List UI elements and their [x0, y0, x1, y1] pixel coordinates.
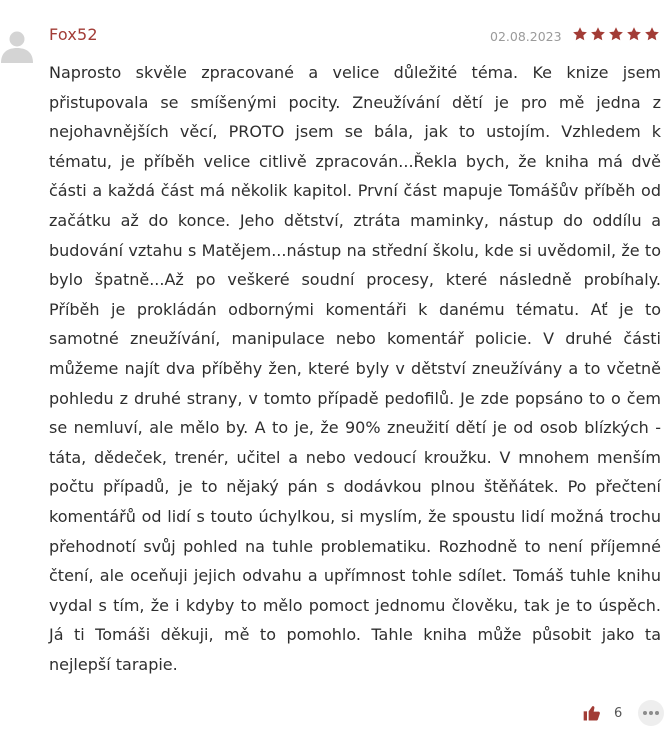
rating-stars	[572, 26, 660, 44]
star-icon	[572, 26, 588, 42]
avatar-icon[interactable]	[0, 28, 36, 64]
ellipsis-dot	[643, 711, 647, 715]
ellipsis-dot	[649, 711, 653, 715]
review-username[interactable]: Fox52	[49, 25, 98, 44]
like-button[interactable]	[578, 700, 606, 726]
like-count: 6	[614, 705, 623, 721]
more-options-button[interactable]	[638, 700, 664, 726]
ellipsis-dot	[655, 711, 659, 715]
review-actions	[578, 700, 664, 726]
star-icon	[608, 26, 624, 42]
star-icon	[626, 26, 642, 42]
review-date: 02.08.2023	[490, 29, 562, 44]
review-text: Naprosto skvěle zpracované a velice důležité téma. Ke knize jsem přistupovala se smíšenými pocity. Zneužívání dětí je pro mě jedna z nejohavnějších věcí, PROTO jsem se bála, jak to ustojím. Vzhledem k tématu, je příběh velice citlivě zpracován...Řekla bych, že kniha má dvě části a každá část má několik kapitol. První část mapuje Tomášův příběh od začátku až do konce. Jeho dětství, ztráta maminky, nástup do oddílu a budování vztahu s Matějem...nástup na střední školu, kde si uvědomil, že to bylo špatně...Až po veškeré soudní procesy, které následně probíhaly. Příběh je prokládán odbornými komentáři k danému tématu. Ať je to samotné zneužívání, manipulace nebo komentář policie. V druhé části můžeme najít dva příběhy žen, které byly v dětství zneužívány a to včetně pohledu z druhé strany, v tomto případě pedofilů. Je zde popsáno to o čem se nemluví, ale mělo by. A to je, že 90% zneužití dětí je od osob blízkých - táta, dědeček, trenér, učitel a nebo vedoucí kroužku. V mnohem menším počtu případů, je to nějaký pán s dodávkou plnou štěňátek. Po přečtení komentářů od lidí s touto úchylkou, si myslím, že spoustu lidí možná trochu přehodnotí svůj pohled na tuhle problematiku. Rozhodně to není příjemné čtení, ale oceňuji jejich odvahu a upřímnost tohle sdílet. Tomáš tuhle knihu vydal s tím, že i kdyby to mělo pomoct jednomu člověku, tak je to úspěch. Já ti Tomáši děkuji, mě to pomohlo. Tahle kniha může působit jako ta nejlepší tarapie.	[49, 63, 661, 674]
star-icon	[590, 26, 606, 42]
thumbs-up-icon	[582, 703, 602, 723]
star-icon	[644, 26, 660, 42]
